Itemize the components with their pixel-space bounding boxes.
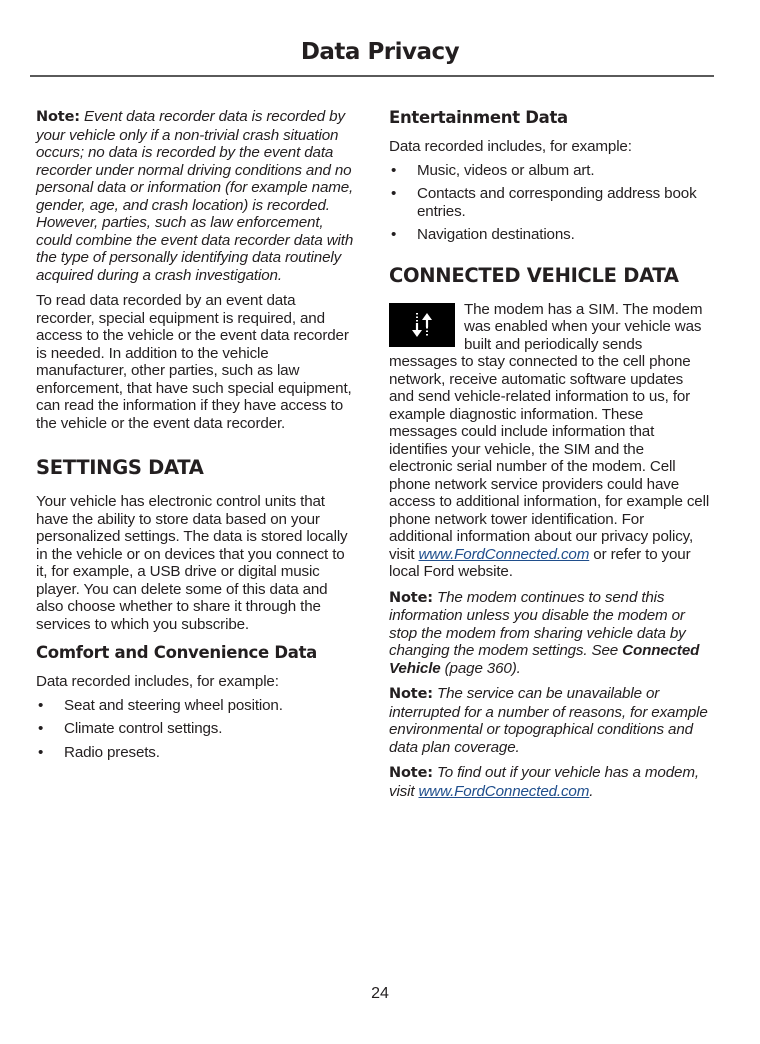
list-item: • Navigation destinations. bbox=[391, 226, 575, 243]
note-modem-continues: Note: The modem continues to send this information unless you disable the modem or stop the modem from sharing vehicle data by changing the modem settings. See Connected Vehicle (page 360). bbox=[389, 588, 700, 677]
note-label: Note: bbox=[389, 589, 433, 606]
bullet-icon: • bbox=[38, 743, 44, 761]
header-divider bbox=[30, 75, 714, 77]
settings-data-heading: SETTINGS DATA bbox=[36, 456, 204, 479]
page-number: 24 bbox=[371, 985, 389, 1002]
ford-connected-link-2[interactable]: www.FordConnected.com bbox=[418, 782, 590, 800]
entertainment-list bbox=[389, 162, 711, 244]
list-item: • Music, videos or album art. bbox=[391, 161, 595, 179]
list-item: • Climate control settings. bbox=[38, 720, 223, 737]
note-text: Event data recorder data is recorded by your vehicle only if a non-trivial crash situation occurs; no data is recorded by the event data recorder under normal driving conditions and no personal data or information (for example name, gender, age, and crash location) is recorded. However, parties, such as law enforcement, could combine the event data recorder data with the type of personally identifying data routinely acquired during a crash investigation. bbox=[36, 108, 354, 284]
ford-connected-link[interactable]: www.FordConnected.com bbox=[418, 545, 590, 563]
list-item: • Contacts and corresponding address book entries. bbox=[391, 185, 697, 220]
connected-vehicle-xref-link[interactable]: Connected Vehicle bbox=[389, 642, 700, 677]
list-item: • Seat and steering wheel position. bbox=[38, 696, 283, 714]
modem-paragraph: The modem has a SIM. The modem was enabled when your vehicle was built and periodically sends messages to stay connected to the cell phone network, receive automatic software updates and send vehicle-related information to us, for example diagnostic information. These messages could include information that identifies your vehicle, the SIM and the electronic serial number of the modem. Cell phone network service providers could have access to additional information, for example cell phone network tower identification. For additional information about our privacy policy, visit www.FordConnected.com or refer to your local Ford website. bbox=[389, 300, 710, 580]
right-column bbox=[389, 108, 711, 808]
comfort-intro: Data recorded includes, for example: bbox=[36, 673, 279, 690]
bullet-icon: • bbox=[38, 720, 44, 737]
entertainment-intro: Data recorded includes, for example: bbox=[389, 138, 632, 155]
list-item: • Radio presets. bbox=[38, 743, 160, 761]
bullet-icon: • bbox=[391, 226, 397, 243]
note-label: Note: bbox=[389, 765, 433, 781]
data-transfer-arrows-icon bbox=[389, 303, 455, 347]
left-column bbox=[36, 108, 358, 769]
note-find-modem: Note: To find out if your vehicle has a modem, visit www.FordConnected.com. bbox=[389, 764, 699, 800]
connected-vehicle-data-heading: CONNECTED VEHICLE DATA bbox=[389, 263, 679, 287]
note-event-data-recorder bbox=[36, 108, 358, 284]
note-label: Note: bbox=[389, 686, 433, 702]
bullet-icon: • bbox=[391, 161, 397, 179]
reading-data-paragraph: To read data recorded by an event data recorder, special equipment is required, and access to the vehicle or the event data recorder is needed. In addition to the vehicle manufacturer, other parties, such as law enforcement, that have such special equipment, can read the information if they have access to the vehicle or the event data recorder. bbox=[36, 292, 352, 432]
comfort-convenience-heading: Comfort and Convenience Data bbox=[36, 643, 318, 662]
page-title: Data Privacy bbox=[300, 39, 460, 65]
note-service-unavailable: Note: The service can be unavailable or interrupted for a number of reasons, for example environmental or topographical conditions and data plan coverage. bbox=[389, 685, 708, 756]
settings-data-paragraph: Your vehicle has electronic control units that have the ability to store data based on your personalized settings. The data is stored locally in the vehicle or on devices that you connect to it, for example, a USB drive or digital music player. You can delete some of this data and also choose whether to share it through the services to which you subscribe. bbox=[36, 493, 348, 633]
note-label: Note: bbox=[36, 109, 80, 125]
comfort-list bbox=[36, 697, 358, 762]
bullet-icon: • bbox=[38, 696, 44, 714]
entertainment-data-heading: Entertainment Data bbox=[389, 108, 568, 127]
bullet-icon: • bbox=[391, 185, 397, 202]
